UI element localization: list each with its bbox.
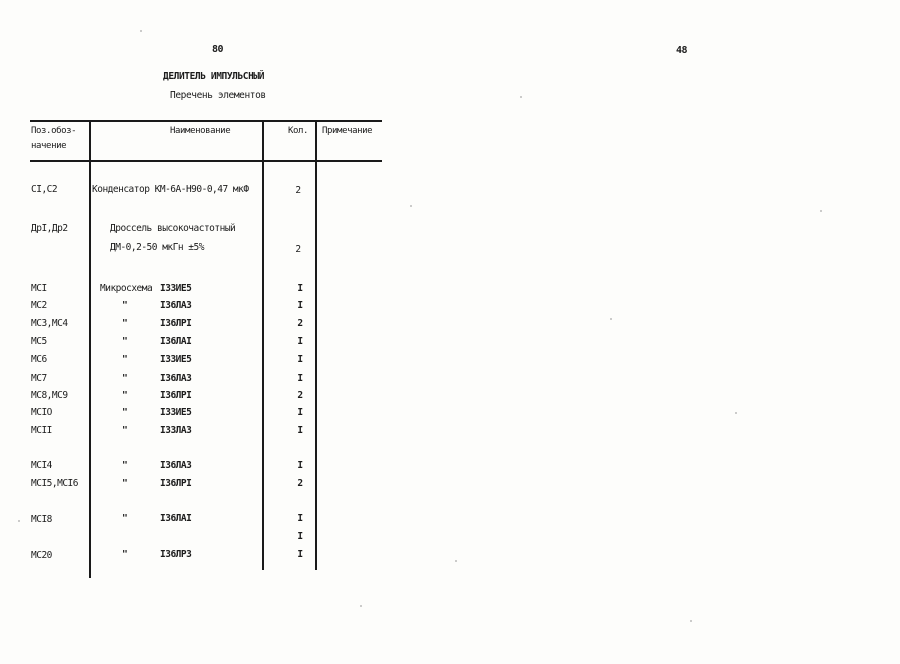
header-qty: Кол. — [288, 126, 309, 136]
header-pos — [31, 124, 76, 154]
row-kind: " — [122, 478, 128, 489]
row-pos: МСI4 — [31, 460, 52, 471]
row-qty: I — [297, 354, 303, 365]
row-part: I33ИЕ5 — [160, 354, 192, 365]
row-name: Конденсатор КМ-6А-Н90-0,47 мкФ — [92, 184, 249, 195]
row-kind: " — [122, 373, 128, 384]
row-qty: 2 — [297, 318, 303, 329]
row-kind: " — [122, 425, 128, 436]
row-pos: МСI — [31, 283, 47, 294]
row-kind: " — [122, 300, 128, 311]
page-number-left: 80 — [212, 44, 224, 55]
row-qty: 2 — [297, 478, 303, 489]
row-pos: МСII — [31, 425, 52, 436]
row-kind: Микросхема — [100, 283, 153, 294]
row-qty: I — [297, 283, 303, 294]
header-pos-line1: Поз.обоз- — [31, 126, 77, 136]
column-divider-qty — [315, 120, 317, 570]
row-qty: I — [297, 531, 303, 542]
row-pos: ДрI,Др2 — [31, 223, 68, 234]
row-kind: " — [122, 407, 128, 418]
row-part: I33ИЕ5 — [160, 407, 192, 418]
row-part: I36ЛА3 — [160, 460, 192, 471]
row-kind: " — [122, 460, 128, 471]
row-qty: I — [297, 373, 303, 384]
row-pos: МС6 — [31, 354, 47, 365]
row-name-line1: Дроссель высокочастотный — [110, 223, 236, 234]
row-part: I36ЛР3 — [160, 549, 192, 560]
table-top-border — [30, 120, 382, 122]
row-pos: МС20 — [31, 550, 52, 561]
column-divider-name — [262, 120, 264, 570]
row-part: I36ЛАI — [160, 513, 192, 524]
row-qty: I — [297, 300, 303, 311]
row-kind: " — [122, 336, 128, 347]
document-subtitle: Перечень элементов — [170, 90, 266, 101]
row-qty: I — [297, 425, 303, 436]
row-kind: " — [122, 513, 128, 524]
row-pos: МС8,МС9 — [31, 390, 68, 401]
row-pos: МСIO — [31, 407, 52, 418]
row-pos: МС2 — [31, 300, 47, 311]
row-kind: " — [122, 318, 128, 329]
header-pos-line2: начение — [31, 141, 67, 151]
header-note: Примечание — [322, 126, 373, 136]
row-qty: I — [297, 549, 303, 560]
row-pos: МС7 — [31, 373, 47, 384]
row-part: I33ИЕ5 — [160, 283, 192, 294]
row-qty: 2 — [295, 244, 301, 255]
row-kind: " — [122, 549, 128, 560]
row-name-line2: ДМ-0,2-50 мкГн ±5% — [110, 242, 204, 253]
row-qty: 2 — [295, 185, 301, 196]
row-pos: МС3,МС4 — [31, 318, 68, 329]
row-qty: 2 — [297, 390, 303, 401]
row-part: I36ЛА3 — [160, 373, 192, 384]
row-pos: МСI8 — [31, 514, 52, 525]
row-part: I36ЛРI — [160, 478, 192, 489]
document-title: ДЕЛИТЕЛЬ ИМПУЛЬСНЫЙ — [163, 71, 265, 82]
row-pos: CI,C2 — [31, 184, 58, 195]
column-divider-pos — [89, 120, 91, 578]
page-number-right: 48 — [676, 45, 688, 56]
row-part: I36ЛРI — [160, 390, 192, 401]
row-part: I36ЛА3 — [160, 300, 192, 311]
row-qty: I — [297, 336, 303, 347]
row-pos: МС5 — [31, 336, 47, 347]
row-qty: I — [297, 460, 303, 471]
row-qty: I — [297, 407, 303, 418]
row-part: I33ЛА3 — [160, 425, 192, 436]
row-qty: I — [297, 513, 303, 524]
row-part: I36ЛРI — [160, 318, 192, 329]
row-kind: " — [122, 390, 128, 401]
table-header-divider — [30, 160, 382, 162]
row-part: I36ЛАI — [160, 336, 192, 347]
row-pos: МСI5,МСI6 — [31, 478, 78, 489]
row-kind: " — [122, 354, 128, 365]
header-name: Наименование — [170, 126, 231, 136]
